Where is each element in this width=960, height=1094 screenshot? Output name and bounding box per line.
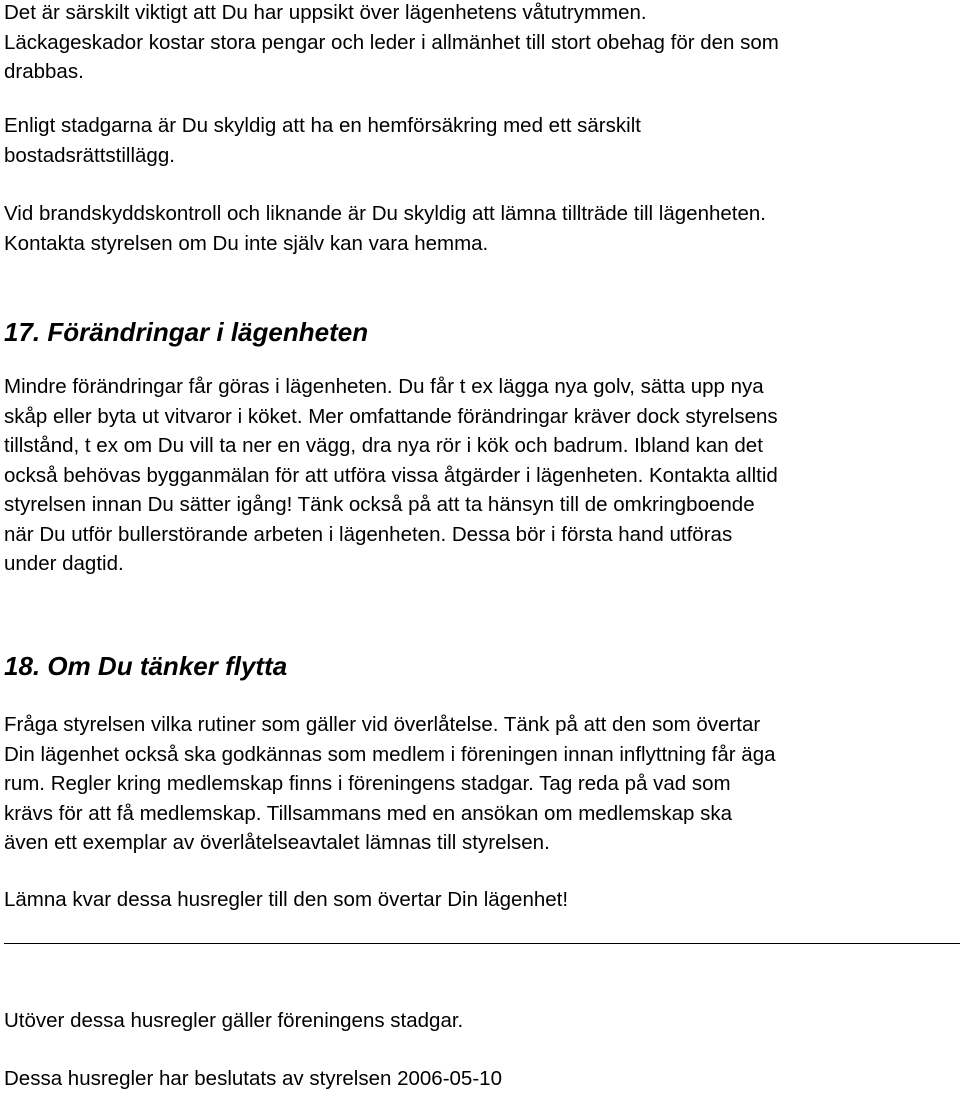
paragraph-moving-out <box>4 710 776 858</box>
bylaws-note: Utöver dessa husregler gäller föreningens stadgar. <box>4 1009 464 1032</box>
text-line: Din lägenhet också ska godkännas som medlem i föreningen innan inflyttning får äga <box>4 742 776 766</box>
text-line: under dagtid. <box>4 552 124 575</box>
text-line: Det är särskilt viktigt att Du har uppsikt över lägenhetens våtutrymmen. <box>4 1 647 24</box>
text-line: skåp eller byta ut vitvaror i köket. Mer omfattande förändringar kräver dock styrelsens <box>4 404 778 428</box>
text-line: drabbas. <box>4 60 84 83</box>
text-line: krävs för att få medlemskap. Tillsammans med en ansökan om medlemskap ska <box>4 801 733 825</box>
section-17-heading: 17. Förändringar i lägenheten <box>4 317 369 347</box>
horizontal-divider <box>4 943 960 944</box>
text-line: Vid brandskyddskontroll och liknande är Du skyldig att lämna tillträde till lägenheten. <box>4 202 766 225</box>
text-line: styrelsen innan Du sätter igång! Tänk också på att ta hänsyn till de omkringboende <box>4 493 755 516</box>
decision-date-note: Dessa husregler har beslutats av styrelsen 2006-05-10 <box>4 1067 502 1090</box>
section-18-heading: 18. Om Du tänker flytta <box>4 651 288 681</box>
text-line: Mindre förändringar får göras i lägenheten. Du får t ex lägga nya golv, sätta upp nya <box>4 375 764 398</box>
text-line: även ett exemplar av överlåtelseavtalet lämnas till styrelsen. <box>4 831 550 854</box>
text-line: Enligt stadgarna är Du skyldig att ha en hemförsäkring med ett särskilt <box>4 114 641 137</box>
text-line: rum. Regler kring medlemskap finns i föreningens stadgar. Tag reda på vad som <box>4 772 731 795</box>
paragraph-fire-inspection <box>4 199 766 258</box>
leave-rules-note: Lämna kvar dessa husregler till den som övertar Din lägenhet! <box>4 888 569 911</box>
text-line: när Du utför bullerstörande arbeten i lägenheten. Dessa bör i första hand utföras <box>4 522 733 546</box>
text-line: Fråga styrelsen vilka rutiner som gäller vid överlåtelse. Tänk på att den som övertar <box>4 713 761 736</box>
paragraph-wet-rooms <box>4 0 779 87</box>
text-line: tillstånd, t ex om Du vill ta ner en vägg, dra nya rör i kök och badrum. Ibland kan det <box>4 434 763 457</box>
paragraph-apartment-changes <box>4 372 778 579</box>
text-line: Läckageskador kostar stora pengar och leder i allmänhet till stort obehag för den som <box>4 30 779 54</box>
text-line: Kontakta styrelsen om Du inte själv kan vara hemma. <box>4 231 489 255</box>
paragraph-home-insurance <box>4 111 641 170</box>
text-line: också behövas bygganmälan för att utföra vissa åtgärder i lägenheten. Kontakta alltid <box>4 463 778 487</box>
text-line: bostadsrättstillägg. <box>4 143 175 167</box>
